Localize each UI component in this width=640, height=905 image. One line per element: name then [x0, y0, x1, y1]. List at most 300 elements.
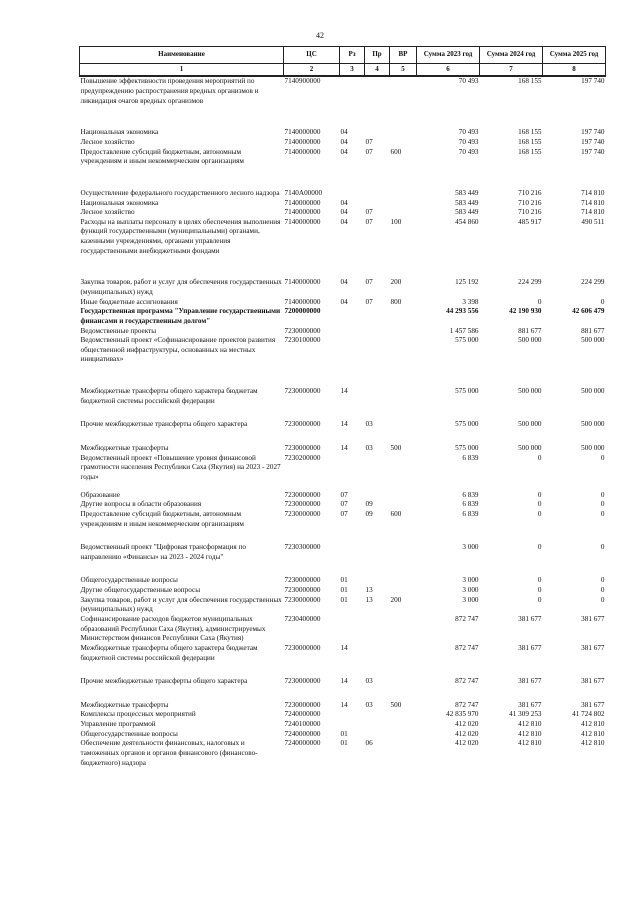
row-sum-2024: 710 216 [518, 198, 542, 207]
row-subsection [365, 491, 390, 501]
row-section [340, 76, 365, 128]
row-section: 07 [340, 490, 348, 499]
row-sum-2023: 412 020 [455, 739, 479, 748]
row-name: Ведомственный проект «Повышение уровня финансовой грамотности населения Республики Саха (Якутия) на 2023 - 2027 годы» [80, 453, 281, 481]
row-sum-2024: 42 190 930 [509, 307, 542, 316]
row-expense-type: 600 [390, 147, 402, 156]
column-number: 7 [480, 64, 543, 77]
row-sum-2024: 381 677 [518, 615, 542, 623]
table-row [80, 387, 606, 420]
row-sum-2025: 224 299 [581, 278, 605, 287]
row-sum-2024: 412 810 [518, 729, 542, 738]
table-row [80, 208, 606, 218]
row-expense-type [390, 491, 417, 501]
row-section: 07 [340, 500, 348, 509]
table-row [80, 677, 606, 701]
table-header-row [80, 47, 606, 64]
row-target-code: 7240000000 [284, 729, 321, 738]
column-number: 5 [390, 64, 417, 77]
row-sum-2025: 500 000 [581, 420, 605, 429]
row-sum-2024: 485 917 [518, 217, 542, 226]
row-name: Закупка товаров, работ и услуг для обеспечения государственных (муниципальных) нужд [80, 595, 282, 614]
row-section: 04 [340, 208, 348, 217]
row-subsection [365, 644, 390, 677]
row-subsection [365, 189, 390, 199]
row-section: 01 [340, 586, 348, 595]
row-name: Лесное хозяйство [80, 137, 135, 146]
header-cs: ЦС [284, 47, 340, 64]
row-name: Комплексы процессных мероприятий [80, 710, 196, 719]
row-target-code: 7240000000 [284, 710, 321, 719]
row-sum-2024: 0 [537, 490, 542, 499]
row-sum-2023: 44 293 556 [446, 307, 479, 316]
row-expense-type [390, 730, 417, 740]
row-expense-type [390, 739, 417, 768]
row-sum-2024: 500 000 [518, 336, 542, 345]
row-section: 04 [340, 198, 348, 207]
table-row [80, 739, 606, 768]
row-section: 14 [340, 420, 348, 429]
table-row [80, 491, 606, 501]
row-name: Межбюджетные трансферты [80, 700, 169, 709]
table-row [80, 148, 606, 189]
row-section [340, 720, 365, 730]
row-sum-2024: 0 [537, 543, 542, 552]
row-sum-2025: 714 810 [581, 188, 605, 197]
row-sum-2023: 872 747 [455, 677, 479, 686]
row-sum-2025: 0 [600, 576, 605, 585]
table-row [80, 218, 606, 279]
row-sum-2023: 583 449 [455, 208, 479, 217]
row-sum-2024: 710 216 [518, 188, 542, 197]
row-sum-2025: 881 677 [581, 326, 605, 335]
row-name: Иные бюджетные ассигнования [80, 297, 178, 306]
row-subsection: 03 [365, 420, 373, 429]
row-sum-2025: 41 724 802 [572, 710, 605, 719]
row-section: 14 [340, 700, 348, 709]
row-sum-2024: 0 [537, 500, 542, 509]
row-section: 04 [340, 297, 348, 306]
row-expense-type: 600 [390, 509, 402, 518]
row-sum-2023: 6 839 [462, 490, 479, 499]
row-subsection [365, 710, 390, 720]
row-subsection [365, 128, 390, 138]
row-sum-2025: 197 740 [581, 137, 605, 146]
row-expense-type [390, 128, 417, 138]
row-sum-2023: 583 449 [455, 198, 479, 207]
row-sum-2025: 412 810 [581, 739, 605, 748]
row-target-code: 7230000000 [284, 420, 321, 429]
row-name: Государственная программа "Управление государственными финансами и государственным долгом" [80, 307, 281, 325]
row-sum-2025: 381 677 [581, 643, 605, 652]
row-subsection: 13 [365, 586, 373, 595]
row-section [340, 710, 365, 720]
row-sum-2025: 0 [600, 490, 605, 499]
row-target-code: 7140000000 [284, 208, 321, 217]
row-sum-2023: 872 747 [455, 700, 479, 709]
row-sum-2024: 500 000 [518, 444, 542, 453]
table-body [80, 76, 606, 768]
row-expense-type [390, 387, 417, 420]
header-name: Наименование [80, 47, 284, 64]
row-target-code: 7230000000 [284, 500, 321, 509]
table-row [80, 327, 606, 337]
row-name: Межбюджетные трансферты общего характера бюджетам бюджетной системы российской федерации [80, 643, 258, 662]
table-row [80, 454, 606, 491]
row-sum-2025: 381 677 [581, 615, 605, 623]
row-target-code: 7140000000 [284, 147, 321, 156]
row-expense-type [390, 208, 417, 218]
row-subsection [365, 199, 390, 209]
row-target-code: 7230300000 [284, 543, 321, 552]
row-sum-2024: 412 810 [518, 720, 542, 729]
row-section: 14 [340, 643, 348, 652]
row-sum-2024: 168 155 [518, 77, 542, 86]
table-row [80, 444, 606, 454]
row-target-code: 7240000000 [284, 739, 321, 748]
row-target-code: 7230000000 [284, 490, 321, 499]
row-expense-type: 100 [390, 217, 402, 226]
row-subsection: 07 [365, 297, 373, 306]
column-number: 2 [284, 64, 340, 77]
row-section [340, 454, 365, 491]
row-expense-type [390, 720, 417, 730]
row-name: Управление программой [80, 720, 156, 729]
row-expense-type [390, 615, 417, 644]
row-section [340, 615, 365, 644]
row-target-code: 7140000000 [284, 137, 321, 146]
row-name: Национальная экономика [80, 128, 159, 137]
row-sum-2025: 490 511 [581, 217, 605, 226]
row-name: Ведомственный проект «Софинансирование проектов развития общественной инфраструктуры, основанных на местных инициативах» [80, 336, 276, 364]
row-sum-2023: 575 000 [455, 444, 479, 453]
row-name: Другие общегосударственные вопросы [80, 586, 201, 595]
row-name: Образование [80, 490, 120, 499]
row-expense-type [390, 307, 417, 326]
row-expense-type [390, 327, 417, 337]
row-sum-2023: 454 860 [455, 217, 479, 226]
row-expense-type [390, 199, 417, 209]
row-section [340, 336, 365, 387]
row-sum-2023: 3 000 [462, 576, 479, 585]
row-name: Другие вопросы в области образования [80, 500, 202, 509]
column-number: 3 [340, 64, 365, 77]
row-subsection [365, 576, 390, 586]
row-subsection: 09 [365, 500, 373, 509]
row-subsection: 07 [365, 147, 373, 156]
row-subsection [365, 327, 390, 337]
row-subsection: 07 [365, 278, 373, 287]
row-section [340, 189, 365, 199]
row-sum-2023: 575 000 [455, 420, 479, 429]
page-number: 42 [316, 31, 324, 40]
table-row [80, 596, 606, 615]
row-name: Прочие межбюджетные трансферты общего характера [80, 677, 248, 686]
row-name: Осуществление федерального государственного лесного надзора [80, 188, 280, 197]
row-name: Расходы на выплаты персоналу в целях обеспечения выполнения функций государственными (муниципальными) органами, казенными учреждениями, органами управления государственными внебюджетными фондами [80, 217, 281, 255]
row-sum-2025: 0 [600, 500, 605, 509]
row-name: Обеспечение деятельности финансовых, налоговых и таможенных органов и органов финансового (финансово-бюджетного) надзора [80, 739, 258, 767]
row-sum-2025: 0 [600, 595, 605, 604]
row-target-code: 7200000000 [284, 307, 321, 316]
row-name: Межбюджетные трансферты общего характера бюджетам бюджетной системы российской федерации [80, 387, 258, 405]
row-expense-type [390, 543, 417, 576]
row-sum-2025: 500 000 [581, 444, 605, 453]
row-expense-type [390, 76, 417, 128]
row-sum-2024: 412 810 [518, 739, 542, 748]
row-subsection [365, 336, 390, 387]
row-name: Повышение эффективности проведения мероприятий по предупреждению распространения вредных организмов и ликвидация очагов вредных организмов [80, 77, 259, 105]
row-sum-2024: 41 309 253 [509, 710, 542, 719]
row-section: 04 [340, 147, 348, 156]
row-section: 04 [340, 137, 348, 146]
row-subsection: 09 [365, 509, 373, 518]
row-sum-2023: 6 839 [462, 453, 479, 462]
table-row [80, 586, 606, 596]
row-sum-2024: 0 [537, 453, 542, 462]
row-subsection: 07 [365, 137, 373, 146]
row-sum-2023: 412 020 [455, 720, 479, 729]
row-expense-type [390, 710, 417, 720]
row-expense-type [390, 576, 417, 586]
row-target-code: 7140000000 [284, 128, 321, 137]
column-number: 4 [365, 64, 390, 77]
column-number-row [80, 64, 606, 77]
row-sum-2023: 3 000 [462, 586, 479, 595]
row-sum-2023: 70 493 [458, 77, 479, 86]
row-sum-2023: 125 192 [455, 278, 479, 287]
table-row [80, 307, 606, 326]
row-name: Лесное хозяйство [80, 208, 135, 217]
table-row [80, 710, 606, 720]
row-subsection [365, 454, 390, 491]
row-target-code: 7140000000 [284, 198, 321, 207]
row-target-code: 7140A00000 [284, 188, 323, 197]
row-target-code: 7230000000 [284, 700, 321, 709]
row-sum-2023: 575 000 [455, 387, 479, 396]
row-expense-type [390, 500, 417, 510]
row-sum-2024: 500 000 [518, 387, 542, 396]
row-sum-2023: 70 493 [458, 128, 479, 137]
row-expense-type: 800 [390, 297, 402, 306]
row-sum-2024: 0 [537, 509, 542, 518]
row-sum-2025: 381 677 [581, 700, 605, 709]
row-sum-2023: 70 493 [458, 137, 479, 146]
row-section: 14 [340, 387, 348, 396]
row-sum-2024: 500 000 [518, 420, 542, 429]
row-name: Прочие межбюджетные трансферты общего характера [80, 420, 248, 429]
row-target-code: 7230000000 [284, 677, 321, 686]
budget-table [79, 46, 606, 768]
header-rz: Рз [340, 47, 365, 64]
row-target-code: 7230400000 [284, 615, 321, 623]
table-row [80, 76, 606, 128]
row-name: Предоставление субсидий бюджетным, автономным учреждениям и иным некоммерческим организациям [80, 509, 244, 528]
row-name: Ведомственные проекты [80, 326, 157, 335]
row-sum-2025: 0 [600, 453, 605, 462]
row-expense-type [390, 677, 417, 701]
row-subsection: 03 [365, 444, 373, 453]
row-sum-2024: 0 [537, 576, 542, 585]
row-sum-2024: 381 677 [518, 677, 542, 686]
row-section [340, 307, 365, 326]
row-name: Общегосударственные вопросы [80, 576, 178, 585]
table-row [80, 500, 606, 510]
table-row [80, 420, 606, 444]
row-section [340, 327, 365, 337]
row-sum-2023: 1 457 586 [449, 326, 479, 335]
row-name: Закупка товаров, работ и услуг для обеспечения государственных (муниципальных) нужд [80, 278, 282, 296]
row-expense-type [390, 189, 417, 199]
header-sum-2025: Сумма 2025 год [543, 47, 606, 64]
row-expense-type [390, 138, 417, 148]
row-subsection: 07 [365, 217, 373, 226]
header-vr: ВР [390, 47, 417, 64]
row-expense-type: 500 [390, 444, 402, 453]
column-number: 8 [543, 64, 606, 77]
row-sum-2024: 168 155 [518, 147, 542, 156]
row-expense-type: 200 [390, 595, 402, 604]
row-sum-2024: 168 155 [518, 137, 542, 146]
row-sum-2025: 42 606 479 [572, 307, 605, 316]
table-row [80, 720, 606, 730]
row-sum-2024: 381 677 [518, 643, 542, 652]
row-sum-2023: 3 398 [462, 297, 479, 306]
row-name: Софинансирование расходов бюджетов муниципальных образований Республики Саха (Якутия), администрируемых Министерством финансов Республики Саха (Якутия) [80, 615, 266, 643]
row-subsection [365, 307, 390, 326]
row-sum-2025: 0 [600, 543, 605, 552]
header-pr: Пр [365, 47, 390, 64]
table-row [80, 644, 606, 677]
row-target-code: 7140000000 [284, 217, 321, 226]
table-row [80, 298, 606, 308]
row-sum-2024: 710 216 [518, 208, 542, 217]
row-sum-2025: 412 810 [581, 729, 605, 738]
row-section: 14 [340, 444, 348, 453]
row-subsection: 03 [365, 700, 373, 709]
row-subsection: 06 [365, 739, 373, 748]
table-row [80, 199, 606, 209]
row-target-code: 7240100000 [284, 720, 321, 729]
row-name: Межбюджетные трансферты [80, 444, 169, 453]
row-sum-2024: 381 677 [518, 700, 542, 709]
row-section: 01 [340, 595, 348, 604]
row-name: Национальная экономика [80, 198, 159, 207]
row-sum-2025: 197 740 [581, 77, 605, 86]
row-sum-2025: 381 677 [581, 677, 605, 686]
header-sum-2024: Сумма 2024 год [480, 47, 543, 64]
table-row [80, 128, 606, 138]
row-sum-2023: 412 020 [455, 729, 479, 738]
column-number: 1 [80, 64, 284, 77]
row-expense-type [390, 586, 417, 596]
row-target-code: 7140900000 [284, 77, 321, 86]
row-target-code: 7230100000 [284, 336, 321, 345]
row-subsection: 03 [365, 677, 373, 686]
header-sum-2023: Сумма 2023 год [417, 47, 480, 64]
row-target-code: 7230000000 [284, 643, 321, 652]
table-row [80, 138, 606, 148]
table-row [80, 576, 606, 586]
table-row [80, 730, 606, 740]
row-expense-type: 500 [390, 700, 402, 709]
row-sum-2023: 70 493 [458, 147, 479, 156]
row-section: 01 [340, 729, 348, 738]
row-sum-2025: 412 810 [581, 720, 605, 729]
row-target-code: 7230000000 [284, 595, 321, 604]
row-sum-2024: 168 155 [518, 128, 542, 137]
row-target-code: 7140000000 [284, 278, 321, 287]
row-expense-type: 200 [390, 278, 402, 287]
row-sum-2025: 714 810 [581, 198, 605, 207]
row-subsection: 13 [365, 595, 373, 604]
row-sum-2025: 500 000 [581, 336, 605, 345]
row-subsection [365, 543, 390, 576]
row-expense-type [390, 454, 417, 491]
row-subsection [365, 730, 390, 740]
row-name: Предоставление субсидий бюджетным, автономным учреждениям и иным некоммерческим организациям [80, 147, 244, 166]
row-sum-2025: 0 [600, 509, 605, 518]
row-sum-2023: 872 747 [455, 643, 479, 652]
row-sum-2025: 197 740 [581, 147, 605, 156]
row-target-code: 7140000000 [284, 297, 321, 306]
table-row [80, 615, 606, 644]
row-target-code: 7230000000 [284, 509, 321, 518]
row-sum-2023: 872 747 [455, 615, 479, 623]
row-section: 14 [340, 677, 348, 686]
row-sum-2023: 3 000 [462, 543, 479, 552]
table-row [80, 189, 606, 199]
row-section: 07 [340, 509, 348, 518]
row-name: Ведомственный проект "Цифровая трансформация по направлению «Финансы» на 2023 - 2024 годы" [80, 543, 246, 561]
row-section: 01 [340, 739, 348, 748]
row-sum-2024: 224 299 [518, 278, 542, 287]
row-target-code: 7230000000 [284, 326, 321, 335]
row-subsection [365, 76, 390, 128]
row-section: 04 [340, 128, 348, 137]
table-row [80, 510, 606, 543]
row-sum-2025: 197 740 [581, 128, 605, 137]
row-sum-2023: 42 835 970 [446, 710, 479, 719]
row-target-code: 7230000000 [284, 444, 321, 453]
row-subsection [365, 387, 390, 420]
table-row [80, 278, 606, 297]
row-sum-2024: 881 677 [518, 326, 542, 335]
row-sum-2024: 0 [537, 595, 542, 604]
row-sum-2023: 575 000 [455, 336, 479, 345]
row-sum-2024: 0 [537, 297, 542, 306]
column-number: 6 [417, 64, 480, 77]
row-section: 04 [340, 217, 348, 226]
table-row [80, 701, 606, 711]
row-sum-2025: 714 810 [581, 208, 605, 217]
row-sum-2025: 0 [600, 297, 605, 306]
table-row [80, 336, 606, 387]
row-target-code: 7230000000 [284, 387, 321, 396]
row-sum-2024: 0 [537, 586, 542, 595]
row-section: 04 [340, 278, 348, 287]
row-name: Общегосударственные вопросы [80, 729, 178, 738]
row-sum-2023: 6 839 [462, 500, 479, 509]
row-target-code: 7230200000 [284, 453, 321, 462]
row-sum-2023: 3 000 [462, 595, 479, 604]
row-target-code: 7230000000 [284, 586, 321, 595]
row-subsection [365, 720, 390, 730]
row-subsection [365, 615, 390, 644]
row-sum-2023: 583 449 [455, 188, 479, 197]
row-expense-type [390, 644, 417, 677]
row-target-code: 7230000000 [284, 576, 321, 585]
